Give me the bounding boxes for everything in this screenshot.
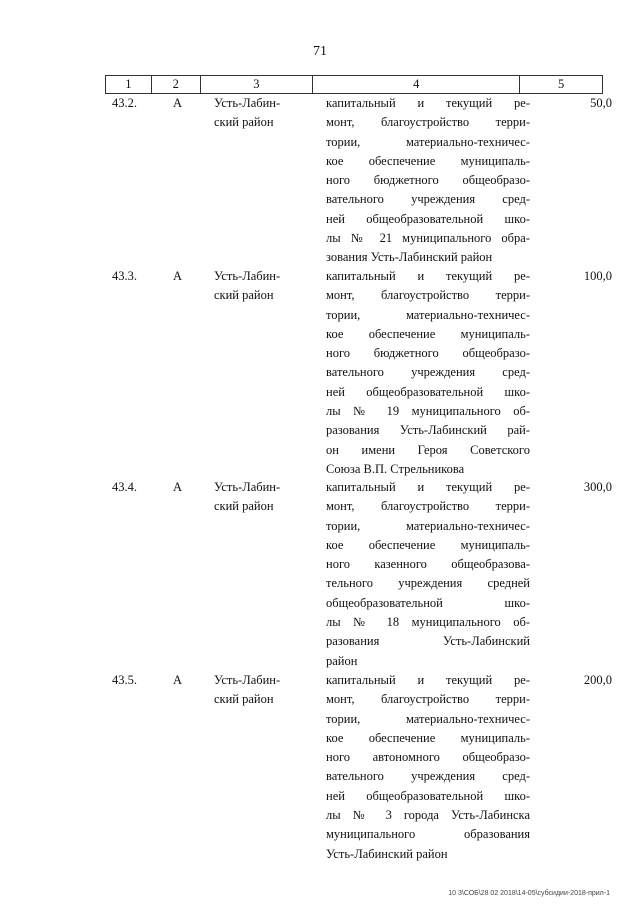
area-line: ский район bbox=[214, 692, 274, 707]
description-line: Союза В.П. Стрельникова bbox=[326, 461, 465, 476]
description-line: тории, материально-техничес- bbox=[326, 134, 530, 149]
row-area bbox=[214, 478, 304, 517]
description-line: ного бюджетного общеобразо- bbox=[326, 346, 530, 361]
description-line: кое обеспечение муниципаль- bbox=[326, 730, 530, 745]
description-line: он имени Героя Советского bbox=[326, 442, 530, 457]
description-line: лы № 3 города Усть-Лабинска bbox=[326, 808, 530, 823]
area-line: ский район bbox=[214, 115, 274, 130]
row-area bbox=[214, 267, 304, 306]
description-line: тельного учреждения средней bbox=[326, 576, 530, 591]
description-line: капитальный и текущий ре- bbox=[326, 269, 530, 283]
area-line: Усть-Лабин- bbox=[214, 96, 281, 110]
row-description bbox=[326, 478, 530, 671]
description-line: ного казенного общеобразова- bbox=[326, 557, 530, 572]
row-description bbox=[326, 94, 530, 268]
header-col-5: 5 bbox=[519, 76, 603, 93]
row-amount: 50,0 bbox=[590, 96, 612, 110]
description-line: лы № 19 муниципального об- bbox=[326, 404, 530, 419]
row-amount: 100,0 bbox=[583, 269, 612, 283]
page-number: 71 bbox=[313, 44, 327, 59]
description-line: капитальный и текущий ре- bbox=[326, 480, 530, 494]
row-area bbox=[214, 94, 304, 133]
row-number: 43.3. bbox=[112, 269, 137, 283]
table-header bbox=[105, 75, 603, 94]
description-line: Усть-Лабинский район bbox=[326, 846, 448, 861]
description-line: ней общеобразовательной шко- bbox=[326, 211, 530, 226]
description-line: капитальный и текущий ре- bbox=[326, 673, 530, 687]
description-line: разования Усть-Лабинский рай- bbox=[326, 423, 530, 438]
description-line: лы № 21 муниципального обра- bbox=[326, 231, 530, 246]
footer-path: 10 3\СОБ\28 02 2018\14-05\субсидии-2018-прил-1 bbox=[448, 890, 610, 897]
description-line: ней общеобразовательной шко- bbox=[326, 788, 530, 803]
description-line: вательного учреждения сред- bbox=[326, 192, 530, 207]
row-type: А bbox=[173, 96, 183, 110]
row-area bbox=[214, 671, 304, 710]
description-line: кое обеспечение муниципаль- bbox=[326, 537, 530, 552]
area-line: Усть-Лабин- bbox=[214, 673, 281, 687]
description-line: монт, благоустройство терри- bbox=[326, 692, 530, 707]
description-line: вательного учреждения сред- bbox=[326, 365, 530, 380]
description-line: лы № 18 муниципального об- bbox=[326, 615, 530, 630]
header-col-4: 4 bbox=[312, 76, 519, 93]
description-line: кое обеспечение муниципаль- bbox=[326, 153, 530, 168]
description-line: капитальный и текущий ре- bbox=[326, 96, 530, 110]
description-line: район bbox=[326, 653, 358, 668]
description-line: монт, благоустройство терри- bbox=[326, 499, 530, 514]
area-line: Усть-Лабин- bbox=[214, 480, 281, 494]
description-line: разования Усть-Лабинский bbox=[326, 634, 530, 649]
row-description bbox=[326, 267, 530, 479]
header-col-2: 2 bbox=[151, 76, 200, 93]
row-description bbox=[326, 671, 530, 864]
description-line: ного бюджетного общеобразо- bbox=[326, 173, 530, 188]
header-col-3: 3 bbox=[200, 76, 313, 93]
description-line: монт, благоустройство терри- bbox=[326, 288, 530, 303]
description-line: ного автономного общеобразо- bbox=[326, 750, 530, 765]
description-line: общеобразовательной шко- bbox=[326, 595, 530, 610]
description-line: тории, материально-техничес- bbox=[326, 518, 530, 533]
area-line: Усть-Лабин- bbox=[214, 269, 281, 283]
description-line: зования Усть-Лабинский район bbox=[326, 250, 493, 265]
row-number: 43.4. bbox=[112, 480, 137, 494]
description-line: тории, материально-техничес- bbox=[326, 307, 530, 322]
header-col-1: 1 bbox=[105, 76, 151, 93]
row-amount: 300,0 bbox=[583, 480, 612, 494]
description-line: монт, благоустройство терри- bbox=[326, 115, 530, 130]
description-line: муниципального образования bbox=[326, 827, 530, 842]
description-line: кое обеспечение муниципаль- bbox=[326, 326, 530, 341]
description-line: ней общеобразовательной шко- bbox=[326, 384, 530, 399]
area-line: ский район bbox=[214, 288, 274, 303]
row-amount: 200,0 bbox=[583, 673, 612, 687]
description-line: тории, материально-техничес- bbox=[326, 711, 530, 726]
row-type: А bbox=[173, 673, 183, 687]
row-number: 43.2. bbox=[112, 96, 137, 110]
row-type: А bbox=[173, 269, 183, 283]
area-line: ский район bbox=[214, 499, 274, 514]
row-type: А bbox=[173, 480, 183, 494]
description-line: вательного учреждения сред- bbox=[326, 769, 530, 784]
row-number: 43.5. bbox=[112, 673, 137, 687]
